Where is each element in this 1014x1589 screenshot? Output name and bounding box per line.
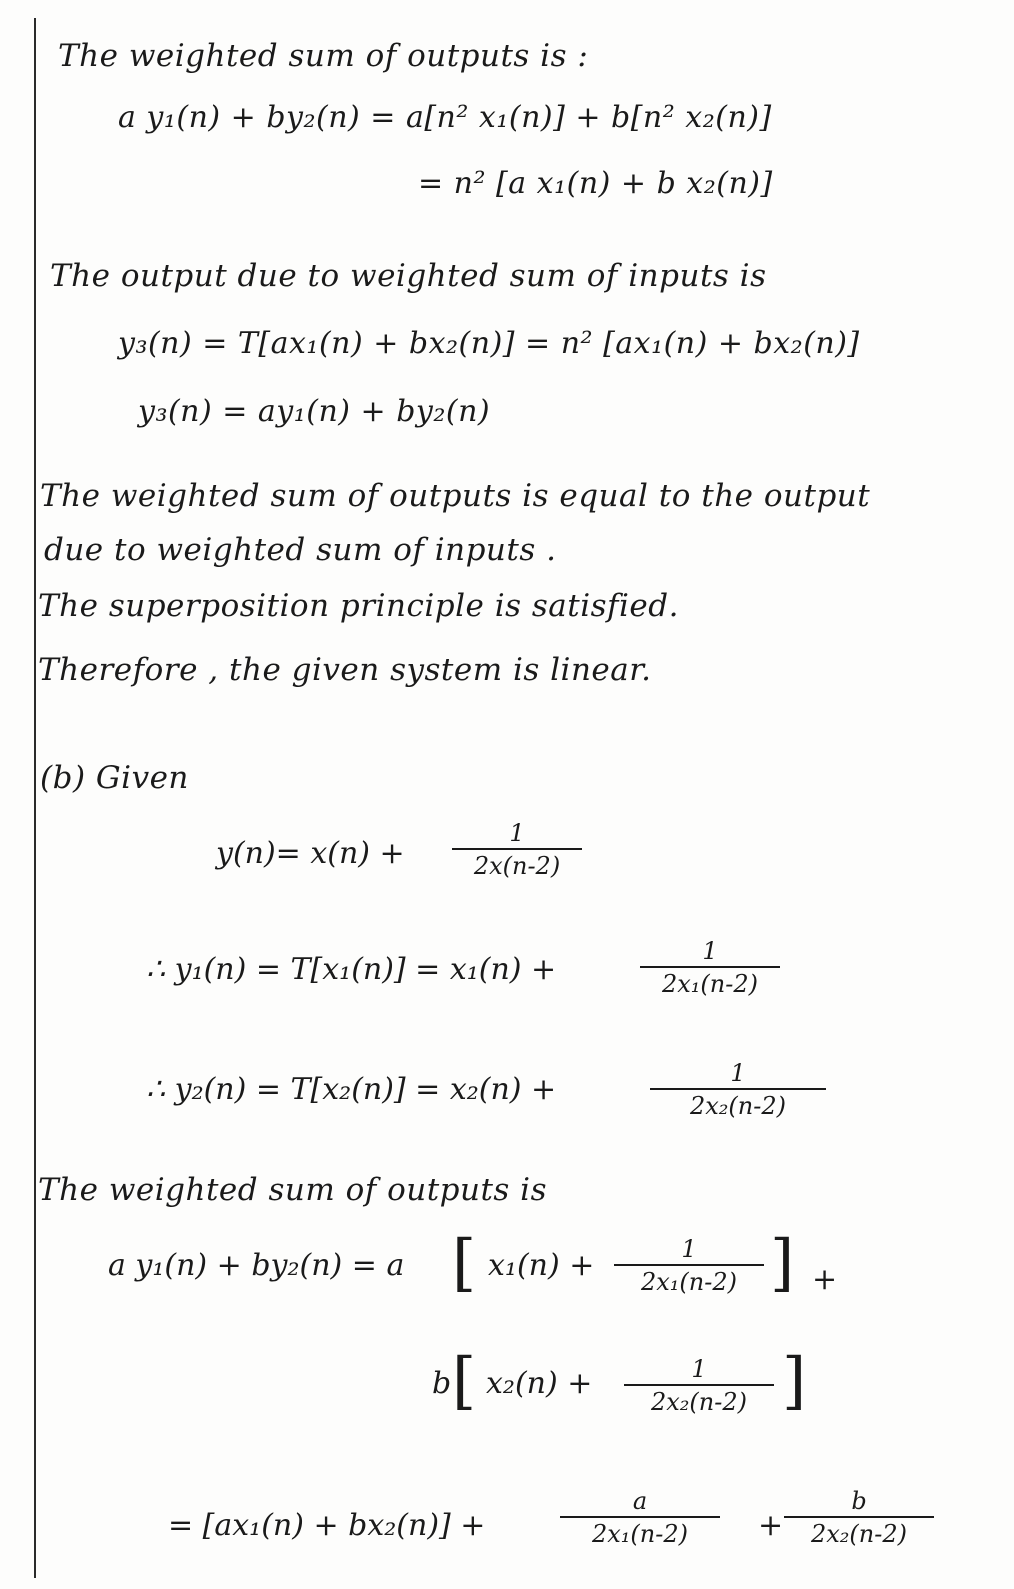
fraction xyxy=(560,1486,720,1550)
denominator: 2x₁(n-2) xyxy=(641,1268,737,1296)
open-bracket: [ xyxy=(452,1226,477,1299)
fraction xyxy=(614,1234,764,1298)
equation-line: y(n)= x(n) + xyxy=(216,836,405,871)
plus-sign: + xyxy=(758,1508,784,1543)
equation-line: ∴ y₂(n) = T[x₂(n)] = x₂(n) + xyxy=(146,1072,557,1107)
text-line: The weighted sum of outputs is equal to the output xyxy=(40,478,871,514)
close-bracket: ] xyxy=(770,1226,795,1299)
equation-line: a y₁(n) + by₂(n) = a[n² x₁(n)] + b[n² x₂(n)] xyxy=(118,100,772,135)
numerator: a xyxy=(632,1487,648,1515)
text-line: The output due to weighted sum of inputs is xyxy=(50,258,767,294)
equation-term: b xyxy=(432,1366,452,1401)
numerator: 1 xyxy=(681,1235,697,1263)
text-line: The weighted sum of outputs is xyxy=(38,1172,548,1208)
fraction xyxy=(650,1058,826,1122)
margin-line xyxy=(34,18,36,1578)
equation-term: x₂(n) + xyxy=(486,1366,593,1401)
open-bracket: [ xyxy=(452,1344,477,1417)
text-line: The superposition principle is satisfied. xyxy=(38,588,679,624)
denominator: 2x₂(n-2) xyxy=(690,1092,786,1120)
equation-line: a y₁(n) + by₂(n) = a xyxy=(108,1248,405,1283)
fraction xyxy=(640,936,780,1000)
text-line: Therefore , the given system is linear. xyxy=(38,652,652,688)
fraction xyxy=(624,1354,774,1418)
fraction xyxy=(784,1486,934,1550)
equation-term: x₁(n) + xyxy=(488,1248,595,1283)
numerator: 1 xyxy=(509,819,525,847)
numerator: 1 xyxy=(730,1059,746,1087)
equation-line: y₃(n) = ay₁(n) + by₂(n) xyxy=(138,394,491,429)
section-heading: (b) Given xyxy=(40,760,189,796)
denominator: 2x(n-2) xyxy=(473,852,561,880)
equation-line: y₃(n) = T[ax₁(n) + bx₂(n)] = n² [ax₁(n) + bx₂(n)] xyxy=(118,326,860,361)
denominator: 2x₁(n-2) xyxy=(662,970,758,998)
equation-line: = [ax₁(n) + bx₂(n)] + xyxy=(168,1508,486,1543)
denominator: 2x₁(n-2) xyxy=(592,1520,688,1548)
text-line: due to weighted sum of inputs . xyxy=(44,532,557,568)
fraction xyxy=(452,818,582,882)
equation-line: ∴ y₁(n) = T[x₁(n)] = x₁(n) + xyxy=(146,952,557,987)
numerator: b xyxy=(851,1487,867,1515)
plus-sign: + xyxy=(812,1262,838,1297)
close-bracket: ] xyxy=(782,1344,807,1417)
equation-line: = n² [a x₁(n) + b x₂(n)] xyxy=(418,166,773,201)
denominator: 2x₂(n-2) xyxy=(651,1388,747,1416)
text-line: The weighted sum of outputs is : xyxy=(58,38,589,74)
numerator: 1 xyxy=(691,1355,707,1383)
denominator: 2x₂(n-2) xyxy=(811,1520,907,1548)
numerator: 1 xyxy=(702,937,718,965)
